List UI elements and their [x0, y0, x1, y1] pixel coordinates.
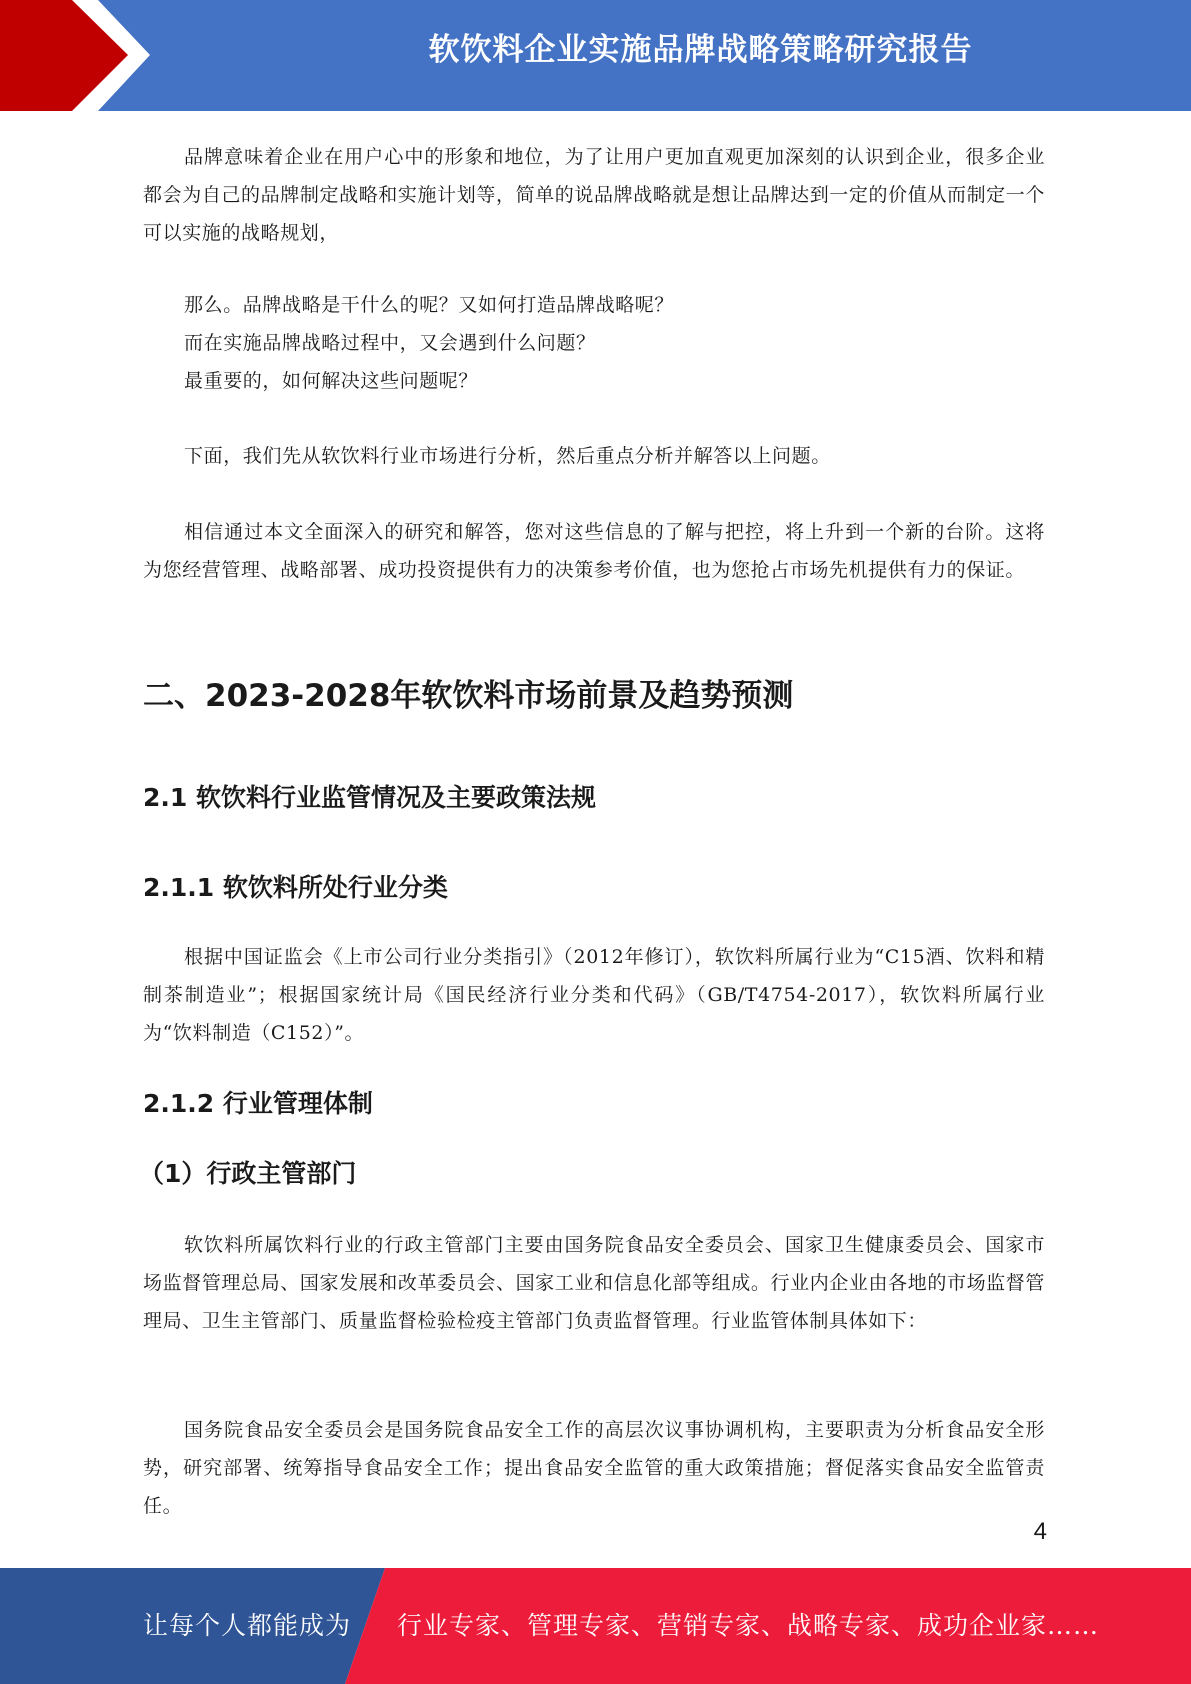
- question-2: 而在实施品牌战略过程中，又会遇到什么问题？: [184, 332, 596, 354]
- page-header: [0, 0, 1191, 111]
- classification-paragraph: 根据中国证监会《上市公司行业分类指引》（2012年修订），软饮料所属行业为“C15酒、饮料和精制茶制造业”；根据国家统计局《国民经济行业分类和代码》（GB/T4754-2017），软饮料所属行业为“饮料制造（C152）”。: [143, 946, 1045, 1044]
- subsection-2-1-2-title: 2.1.2 行业管理体制: [143, 1089, 373, 1118]
- page-number: 4: [1033, 1518, 1047, 1545]
- section-title: 二、2023-2028年软饮料市场前景及趋势预测: [143, 678, 794, 714]
- subsection-2-1-title: 2.1 软饮料行业监管情况及主要政策法规: [143, 783, 596, 812]
- footer-slogan-left: 让每个人都能成为: [143, 1611, 352, 1640]
- next-paragraph: 下面，我们先从软饮料行业市场进行分析，然后重点分析并解答以上问题。: [184, 445, 831, 467]
- admin-paragraph: 软饮料所属饮料行业的行政主管部门主要由国务院食品安全委员会、国家卫生健康委员会、国家市场监督管理总局、国家发展和改革委员会、国家工业和信息化部等组成。行业内企业由各地的市场监督管理局、卫生主管部门、质量监督检验检疫主管部门负责监督管理。行业监管体制具体如下：: [143, 1234, 1045, 1332]
- council-paragraph: 国务院食品安全委员会是国务院食品安全工作的高层次议事协调机构，主要职责为分析食品安全形势，研究部署、统筹指导食品安全工作；提出食品安全监管的重大政策措施；督促落实食品安全监管责任。: [143, 1419, 1045, 1517]
- subsection-2-1-1-title: 2.1.1 软饮料所处行业分类: [143, 873, 448, 902]
- question-3: 最重要的，如何解决这些问题呢？: [184, 370, 479, 392]
- question-1: 那么。品牌战略是干什么的呢？又如何打造品牌战略呢？: [184, 294, 675, 316]
- intro-paragraph: 品牌意味着企业在用户心中的形象和地位，为了让用户更加直观更加深刻的认识到企业，很多企业都会为自己的品牌制定战略和实施计划等，简单的说品牌战略就是想让品牌达到一定的价值从而制定一个可以实施的战略规划，: [143, 146, 1045, 244]
- page-footer: [0, 1568, 1191, 1684]
- belief-paragraph: 相信通过本文全面深入的研究和解答，您对这些信息的了解与把控，将上升到一个新的台阶。这将为您经营管理、战略部署、成功投资提供有力的决策参考价值，也为您抢占市场先机提供有力的保证。: [143, 521, 1045, 581]
- footer-slogan-right: 行业专家、管理专家、营销专家、战略专家、成功企业家……: [397, 1611, 1100, 1640]
- subsection-admin-title: （1）行政主管部门: [139, 1159, 357, 1188]
- report-title: 软饮料企业实施品牌战略策略研究报告: [428, 32, 973, 68]
